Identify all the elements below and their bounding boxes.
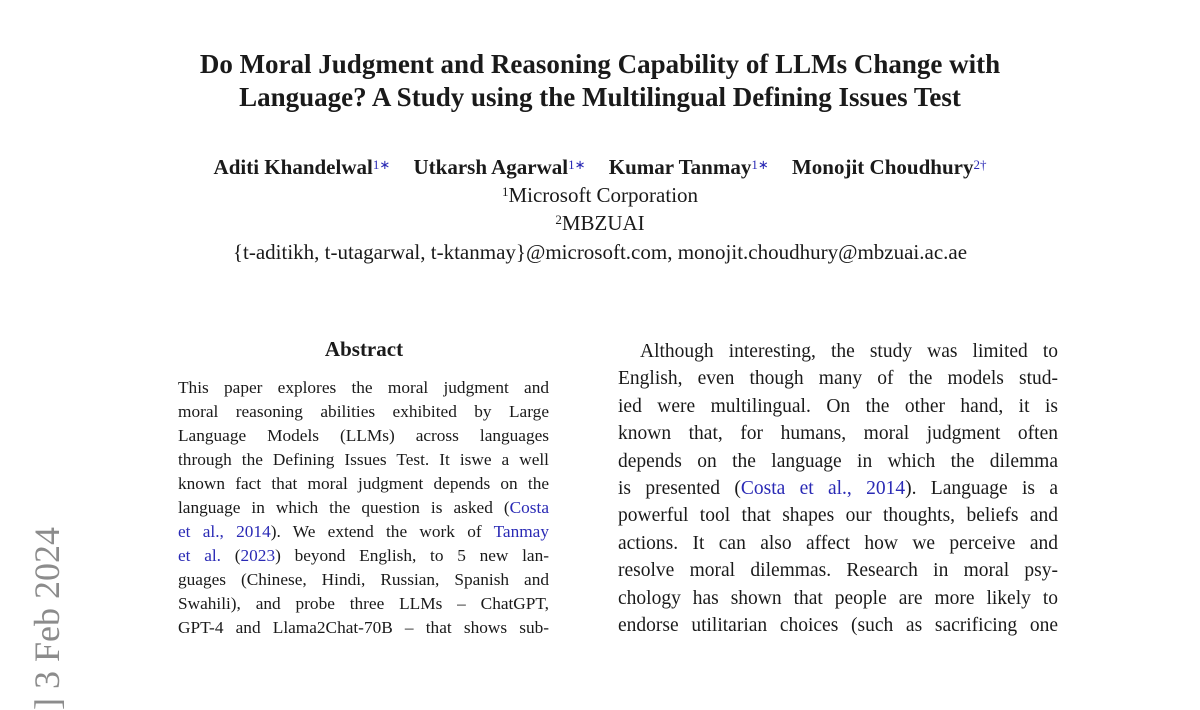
author-mark[interactable]: 1∗ — [568, 157, 586, 172]
text-line: endorse utilitarian choices (such as sacrificing one — [618, 615, 1058, 637]
citation-link[interactable]: Tanmay — [493, 522, 549, 541]
text-line: Swahili), and probe three LLMs – ChatGPT, — [178, 594, 549, 613]
text-line: Although interesting, the study was limited to — [640, 341, 1058, 362]
affiliation-number: 2 — [555, 212, 562, 227]
author — [792, 155, 986, 179]
author-mark[interactable]: 2† — [973, 157, 987, 172]
text-line — [178, 496, 549, 520]
text-line: This paper explores the moral judgment and — [178, 378, 549, 397]
citation-link[interactable]: et al. — [178, 546, 222, 565]
text-line: chology has shown that people are more likely to — [618, 587, 1058, 609]
text-line: moral reasoning abilities exhibited by Large — [178, 402, 549, 421]
arxiv-stamp-text: ] 3 Feb 2024 — [27, 527, 67, 710]
text-line: ied were multilingual. On the other hand, it is — [618, 395, 1058, 417]
affiliation — [100, 210, 1100, 236]
author — [414, 155, 586, 179]
affiliation — [100, 182, 1100, 208]
text-line: resolve moral dilemmas. Research in moral psy- — [618, 560, 1058, 582]
author-name: Utkarsh Agarwal — [413, 155, 569, 179]
text-line: through the Defining Issues Test. It iswe a well — [178, 450, 549, 469]
citation-link[interactable]: 2023 — [240, 546, 276, 565]
text-run: language in which the question is asked ( — [178, 498, 510, 517]
paper-title — [100, 48, 1100, 114]
author-name: Aditi Khandelwal — [213, 155, 373, 179]
affiliation-name: Microsoft Corporation — [508, 183, 699, 207]
citation-link[interactable]: et al., 2014 — [178, 522, 271, 541]
arxiv-side-stamp — [26, 430, 86, 710]
author-emails: {t-aditikh, t-utagarwal, t-ktanmay}@microsoft.com, monojit.choudhury@mbzuai.ac.ae — [232, 240, 968, 264]
abstract-heading: Abstract — [324, 337, 404, 361]
text-line: GPT-4 and Llama2Chat-70B – that shows sub- — [178, 618, 549, 637]
text-line: Language Models (LLMs) across languages — [178, 426, 549, 445]
author-name: Kumar Tanmay — [608, 155, 752, 179]
text-run: ). Language is a — [905, 478, 1058, 500]
title-line-1: Do Moral Judgment and Reasoning Capability of LLMs Change with — [199, 49, 1001, 79]
author-list — [100, 154, 1100, 180]
text-run: ). We extend the work of — [270, 522, 494, 541]
text-line: depends on the language in which the dilemma — [618, 450, 1058, 472]
text-line: known that, for humans, moral judgment often — [618, 423, 1058, 445]
text-run: is presented ( — [618, 478, 741, 500]
affiliation-number: 1 — [501, 184, 509, 199]
author-name: Monojit Choudhury — [791, 155, 974, 179]
text-line: English, even though many of the models stud- — [618, 368, 1058, 390]
author — [214, 155, 391, 179]
text-line — [178, 544, 549, 568]
text-line — [618, 475, 1058, 502]
citation-link[interactable]: Costa — [509, 498, 549, 517]
author-mark[interactable]: 1∗ — [372, 157, 391, 172]
text-line: guages (Chinese, Hindi, Russian, Spanish and — [178, 570, 549, 589]
affiliation-name: MBZUAI — [561, 211, 645, 235]
citation-link[interactable]: Costa et al., 2014 — [740, 478, 906, 500]
intro-body — [618, 338, 1058, 639]
text-run: ( — [221, 546, 241, 565]
abstract-body — [178, 376, 549, 640]
text-line: powerful tool that shapes our thoughts, beliefs and — [618, 505, 1058, 527]
text-line: actions. It can also affect how we perceive and — [618, 532, 1058, 554]
author — [609, 155, 769, 179]
title-line-2: Language? A Study using the Multilingual Defining Issues Test — [239, 82, 961, 112]
text-line: known fact that moral judgment depends on the — [178, 474, 549, 493]
text-run: ) beyond English, to 5 new lan- — [275, 546, 550, 565]
author-mark[interactable]: 1∗ — [751, 157, 769, 172]
text-line — [178, 520, 549, 544]
